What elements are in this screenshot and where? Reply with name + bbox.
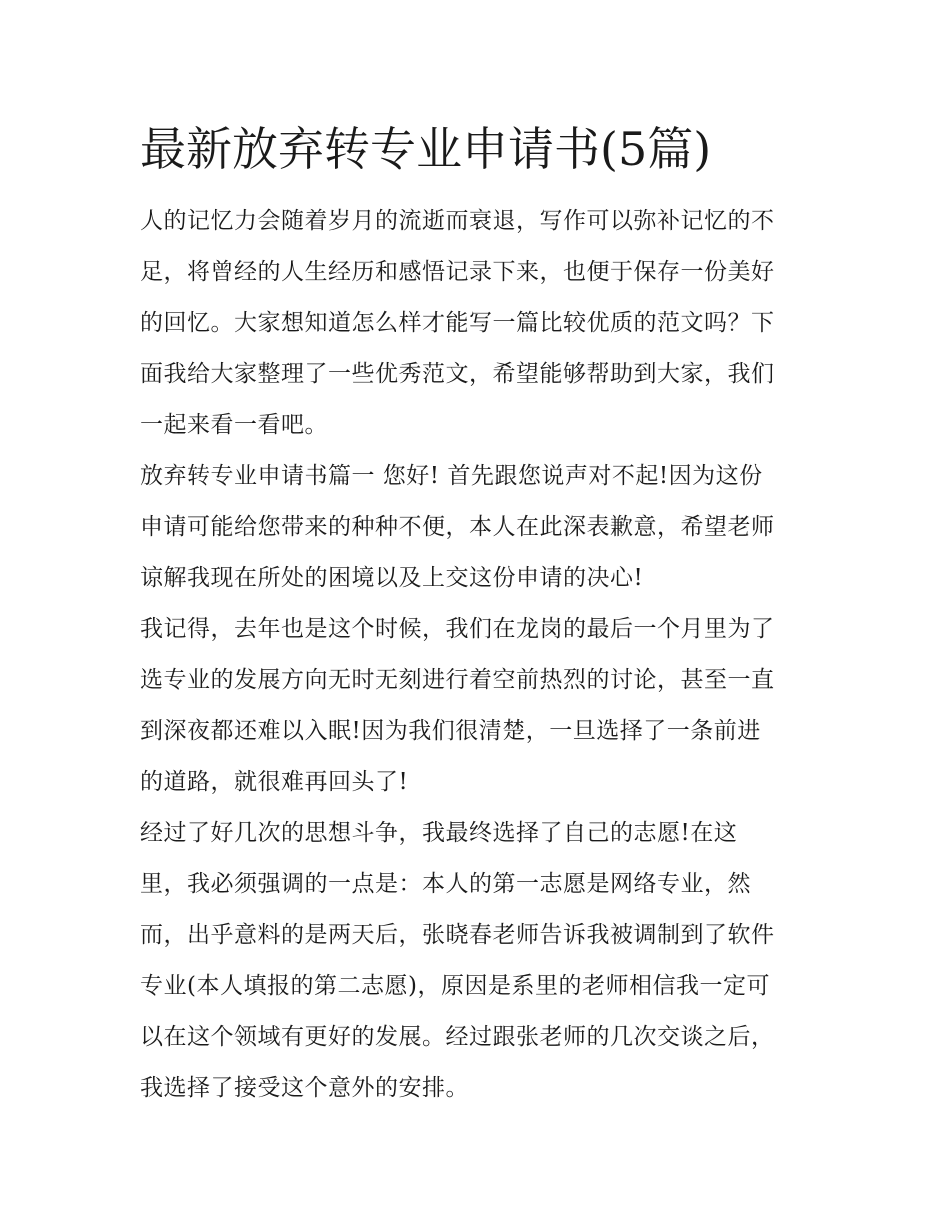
- document-title: 最新放弃转专业申请书(5篇): [140, 122, 712, 176]
- text-line: 足，将曾经的人生经历和感悟记录下来，也便于保存一份美好: [140, 259, 775, 285]
- text-line: 人的记忆力会随着岁月的流逝而衰退，写作可以弥补记忆的不: [140, 208, 775, 234]
- text-line: 我选择了接受这个意外的安排。: [140, 1075, 469, 1101]
- text-line: 申请可能给您带来的种种不便，本人在此深表歉意，希望老师: [140, 514, 775, 540]
- text-line: 而，出乎意料的是两天后，张晓春老师告诉我被调制到了软件: [140, 922, 775, 948]
- text-line: 我记得，去年也是这个时候，我们在龙岗的最后一个月里为了: [140, 616, 775, 642]
- text-line: 里，我必须强调的一点是：本人的第一志愿是网络专业，然: [140, 871, 751, 897]
- text-line: 专业(本人填报的第二志愿)，原因是系里的老师相信我一定可: [140, 973, 770, 999]
- text-line: 的回忆。大家想知道怎么样才能写一篇比较优质的范文吗？下: [140, 310, 775, 336]
- text-line: 经过了好几次的思想斗争，我最终选择了自己的志愿!在这: [140, 820, 738, 846]
- text-line: 到深夜都还难以入眠!因为我们很清楚，一旦选择了一条前进: [140, 718, 761, 744]
- text-line: 放弃转专业申请书篇一 您好! 首先跟您说声对不起!因为这份: [140, 463, 763, 489]
- text-line: 谅解我现在所处的困境以及上交这份申请的决心!: [140, 565, 644, 591]
- text-line: 一起来看一看吧。: [140, 412, 328, 438]
- text-line: 以在这个领域有更好的发展。经过跟张老师的几次交谈之后，: [140, 1024, 775, 1050]
- text-line: 选专业的发展方向无时无刻进行着空前热烈的讨论，甚至一直: [140, 667, 775, 693]
- text-line: 面我给大家整理了一些优秀范文，希望能够帮助到大家，我们: [140, 361, 775, 387]
- text-line: 的道路，就很难再回头了!: [140, 769, 409, 795]
